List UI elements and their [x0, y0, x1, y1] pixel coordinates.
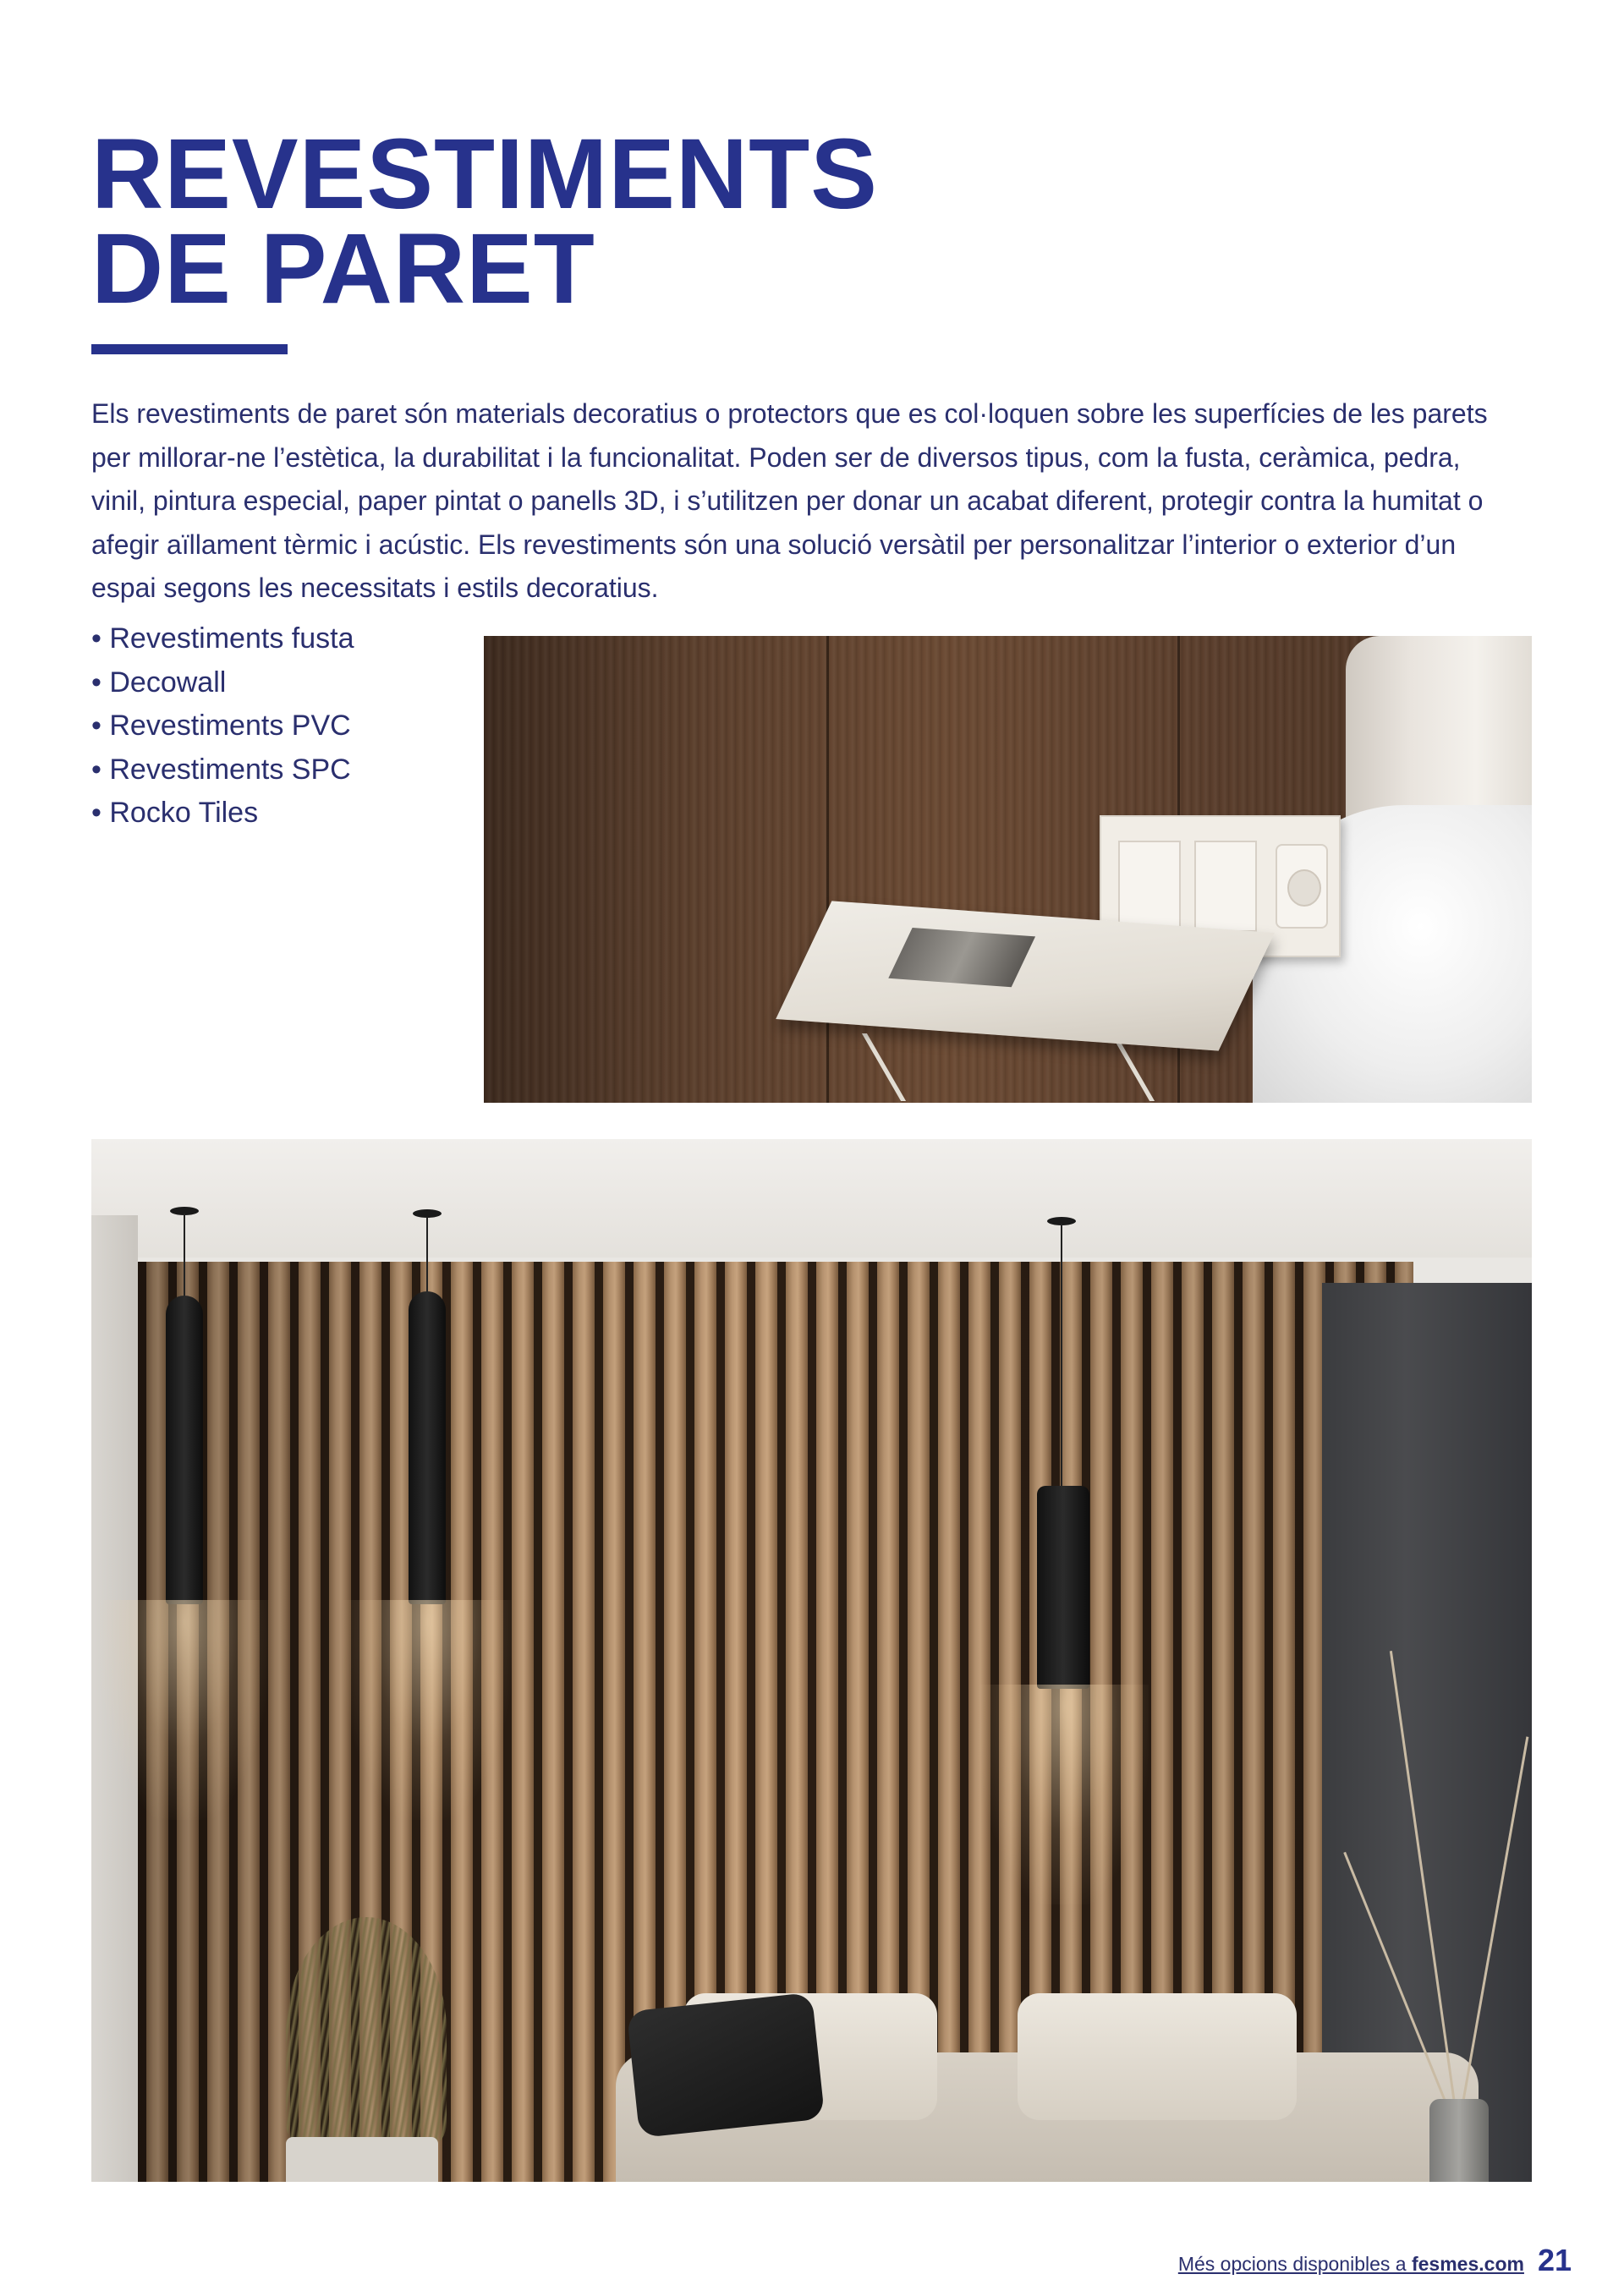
pendant-lamp — [166, 1296, 203, 1604]
title-underline — [91, 344, 288, 354]
list-item: • Revestiments fusta — [91, 617, 354, 661]
footer-site: fesmes.com — [1411, 2253, 1524, 2275]
pendant-lamp — [409, 1291, 446, 1604]
lamp-cable — [1061, 1224, 1062, 1486]
lamp-glow — [343, 1600, 512, 1820]
list-item: • Rocko Tiles — [91, 792, 354, 836]
page-footer — [1178, 2243, 1572, 2278]
ornamental-grass — [286, 1917, 447, 2145]
lamp-glow — [979, 1685, 1149, 1904]
sofa-cushion — [1018, 1993, 1297, 2120]
panel-seam — [826, 636, 829, 1103]
list-item: • Revestiments PVC — [91, 704, 354, 748]
footer-prefix: Més opcions disponibles a — [1177, 2253, 1412, 2275]
intro-paragraph: Els revestiments de paret són materials decoratius o protectors que es col·loquen sobre les superfícies de les parets per millorar-ne l’estètica, la durabilitat i la funcionalitat. Poden ser de diversos tipus, com la fusta, ceràmica, pedra, vinil, pintura especial, paper pintat o panells 3D, i s’utilitzen per donar un acabat diferent, protegir contra la humitat o afegir aïllament tèrmic i acústic. Els revestiments són una solució versàtil per personalitzar l’interior o exterior d’un espai segons les necessitats i estils decoratius. — [91, 398, 1488, 603]
page-number: 21 — [1537, 2243, 1572, 2277]
pendant-lamp — [1037, 1486, 1089, 1689]
ceiling — [91, 1139, 1532, 1258]
power-socket — [1276, 844, 1328, 929]
plant-pot — [286, 2137, 438, 2182]
switch — [1118, 841, 1181, 932]
lamp-glow — [100, 1600, 269, 1820]
lamp-cable — [426, 1217, 428, 1295]
dark-throw-pillow — [627, 1992, 825, 2138]
list-item: • Revestiments SPC — [91, 748, 354, 792]
slatted-wall-living-room-photo — [91, 1139, 1532, 2182]
book-stand — [862, 1033, 1155, 1101]
dark-wall — [1322, 1283, 1532, 2182]
title-line-2: DE PARET — [91, 213, 595, 325]
lamp-cable — [184, 1214, 185, 1298]
wood-wall-bedroom-photo — [484, 636, 1532, 1103]
switch — [1194, 841, 1257, 932]
product-list — [91, 617, 354, 836]
page-title — [91, 118, 878, 325]
website-link[interactable] — [1178, 2253, 1524, 2276]
vase — [1429, 2099, 1489, 2182]
book-illustration — [888, 928, 1035, 987]
title-line-1: REVESTIMENTS — [91, 118, 878, 230]
list-item: • Decowall — [91, 661, 354, 705]
